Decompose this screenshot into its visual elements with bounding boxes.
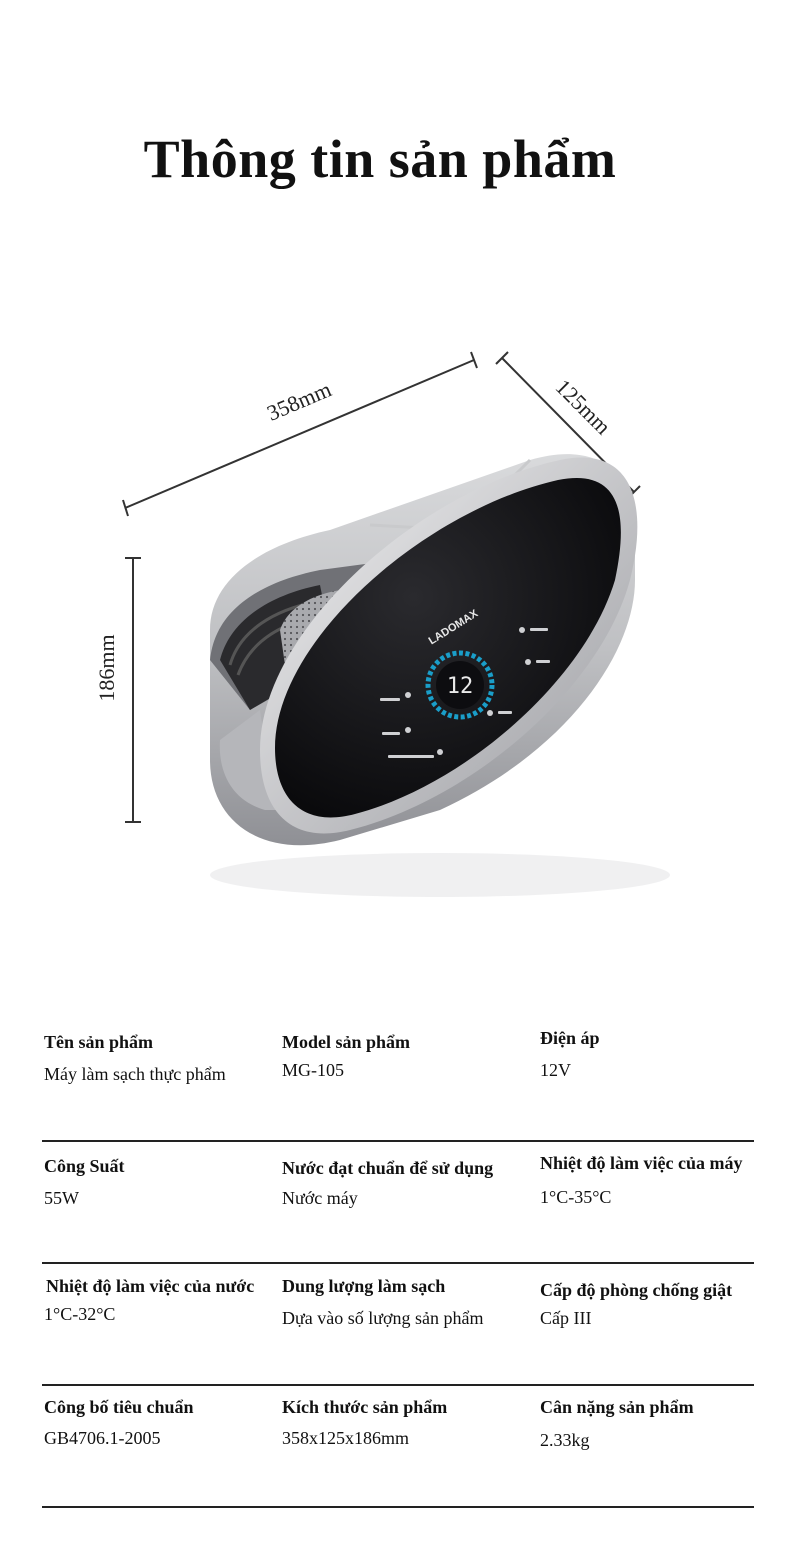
width-label: 125mm [550, 374, 616, 440]
spec-value: 55W [44, 1188, 79, 1208]
spec-row [42, 1020, 754, 1142]
spec-value: Nước máy [282, 1188, 358, 1208]
spec-table [42, 1020, 754, 1508]
spec-value: Cấp III [540, 1308, 592, 1328]
height-label: 186mm [94, 634, 119, 702]
product-figure [90, 330, 730, 930]
spec-label: Nhiệt độ làm việc của máy [540, 1153, 743, 1173]
spec-row [42, 1386, 754, 1508]
spec-row [42, 1142, 754, 1264]
spec-label: Cân nặng sản phẩm [540, 1397, 694, 1417]
dimension-height [94, 558, 141, 822]
spec-label: Nước đạt chuẩn để sử dụng [282, 1158, 494, 1178]
spec-value: 12V [540, 1060, 571, 1080]
panel-icon-left-top [405, 692, 411, 698]
panel-icon-mid-right [525, 659, 531, 665]
spec-value: Dựa vào số lượng sản phẩm [282, 1308, 484, 1328]
spec-value: 1°C-32°C [44, 1304, 116, 1324]
brand-logo: LADOMAX [426, 607, 481, 648]
display-readout: 12 [446, 674, 474, 699]
spec-value: 358x125x186mm [282, 1428, 410, 1448]
spec-label: Kích thước sản phẩm [282, 1397, 448, 1417]
spec-label: Điện áp [540, 1028, 600, 1048]
page-title: Thông tin sản phẩm [143, 129, 617, 189]
spec-label: Nhiệt độ làm việc của nước [46, 1276, 255, 1296]
spec-label: Công Suất [44, 1156, 125, 1176]
spec-value: Máy làm sạch thực phẩm [44, 1064, 226, 1084]
spec-label: Công bố tiêu chuẩn [44, 1397, 194, 1417]
spec-label: Cấp độ phòng chống giật [540, 1280, 733, 1300]
spec-value: 1°C-35°C [540, 1187, 612, 1207]
spec-value: MG-105 [282, 1060, 344, 1080]
spec-label: Dung lượng làm sạch [282, 1276, 446, 1296]
spec-label: Tên sản phẩm [44, 1032, 154, 1052]
product-illustration [90, 330, 730, 930]
spec-row [42, 1264, 754, 1386]
dimension-length [123, 352, 477, 516]
spec-value: GB4706.1-2005 [44, 1428, 161, 1448]
panel-icon-top-right [519, 627, 525, 633]
spec-value: 2.33kg [540, 1430, 590, 1450]
panel-icon-bottom-right [487, 710, 493, 716]
length-label: 358mm [263, 376, 335, 426]
spec-label: Model sản phẩm [282, 1032, 411, 1052]
panel-icon-left-bottom [405, 727, 411, 733]
